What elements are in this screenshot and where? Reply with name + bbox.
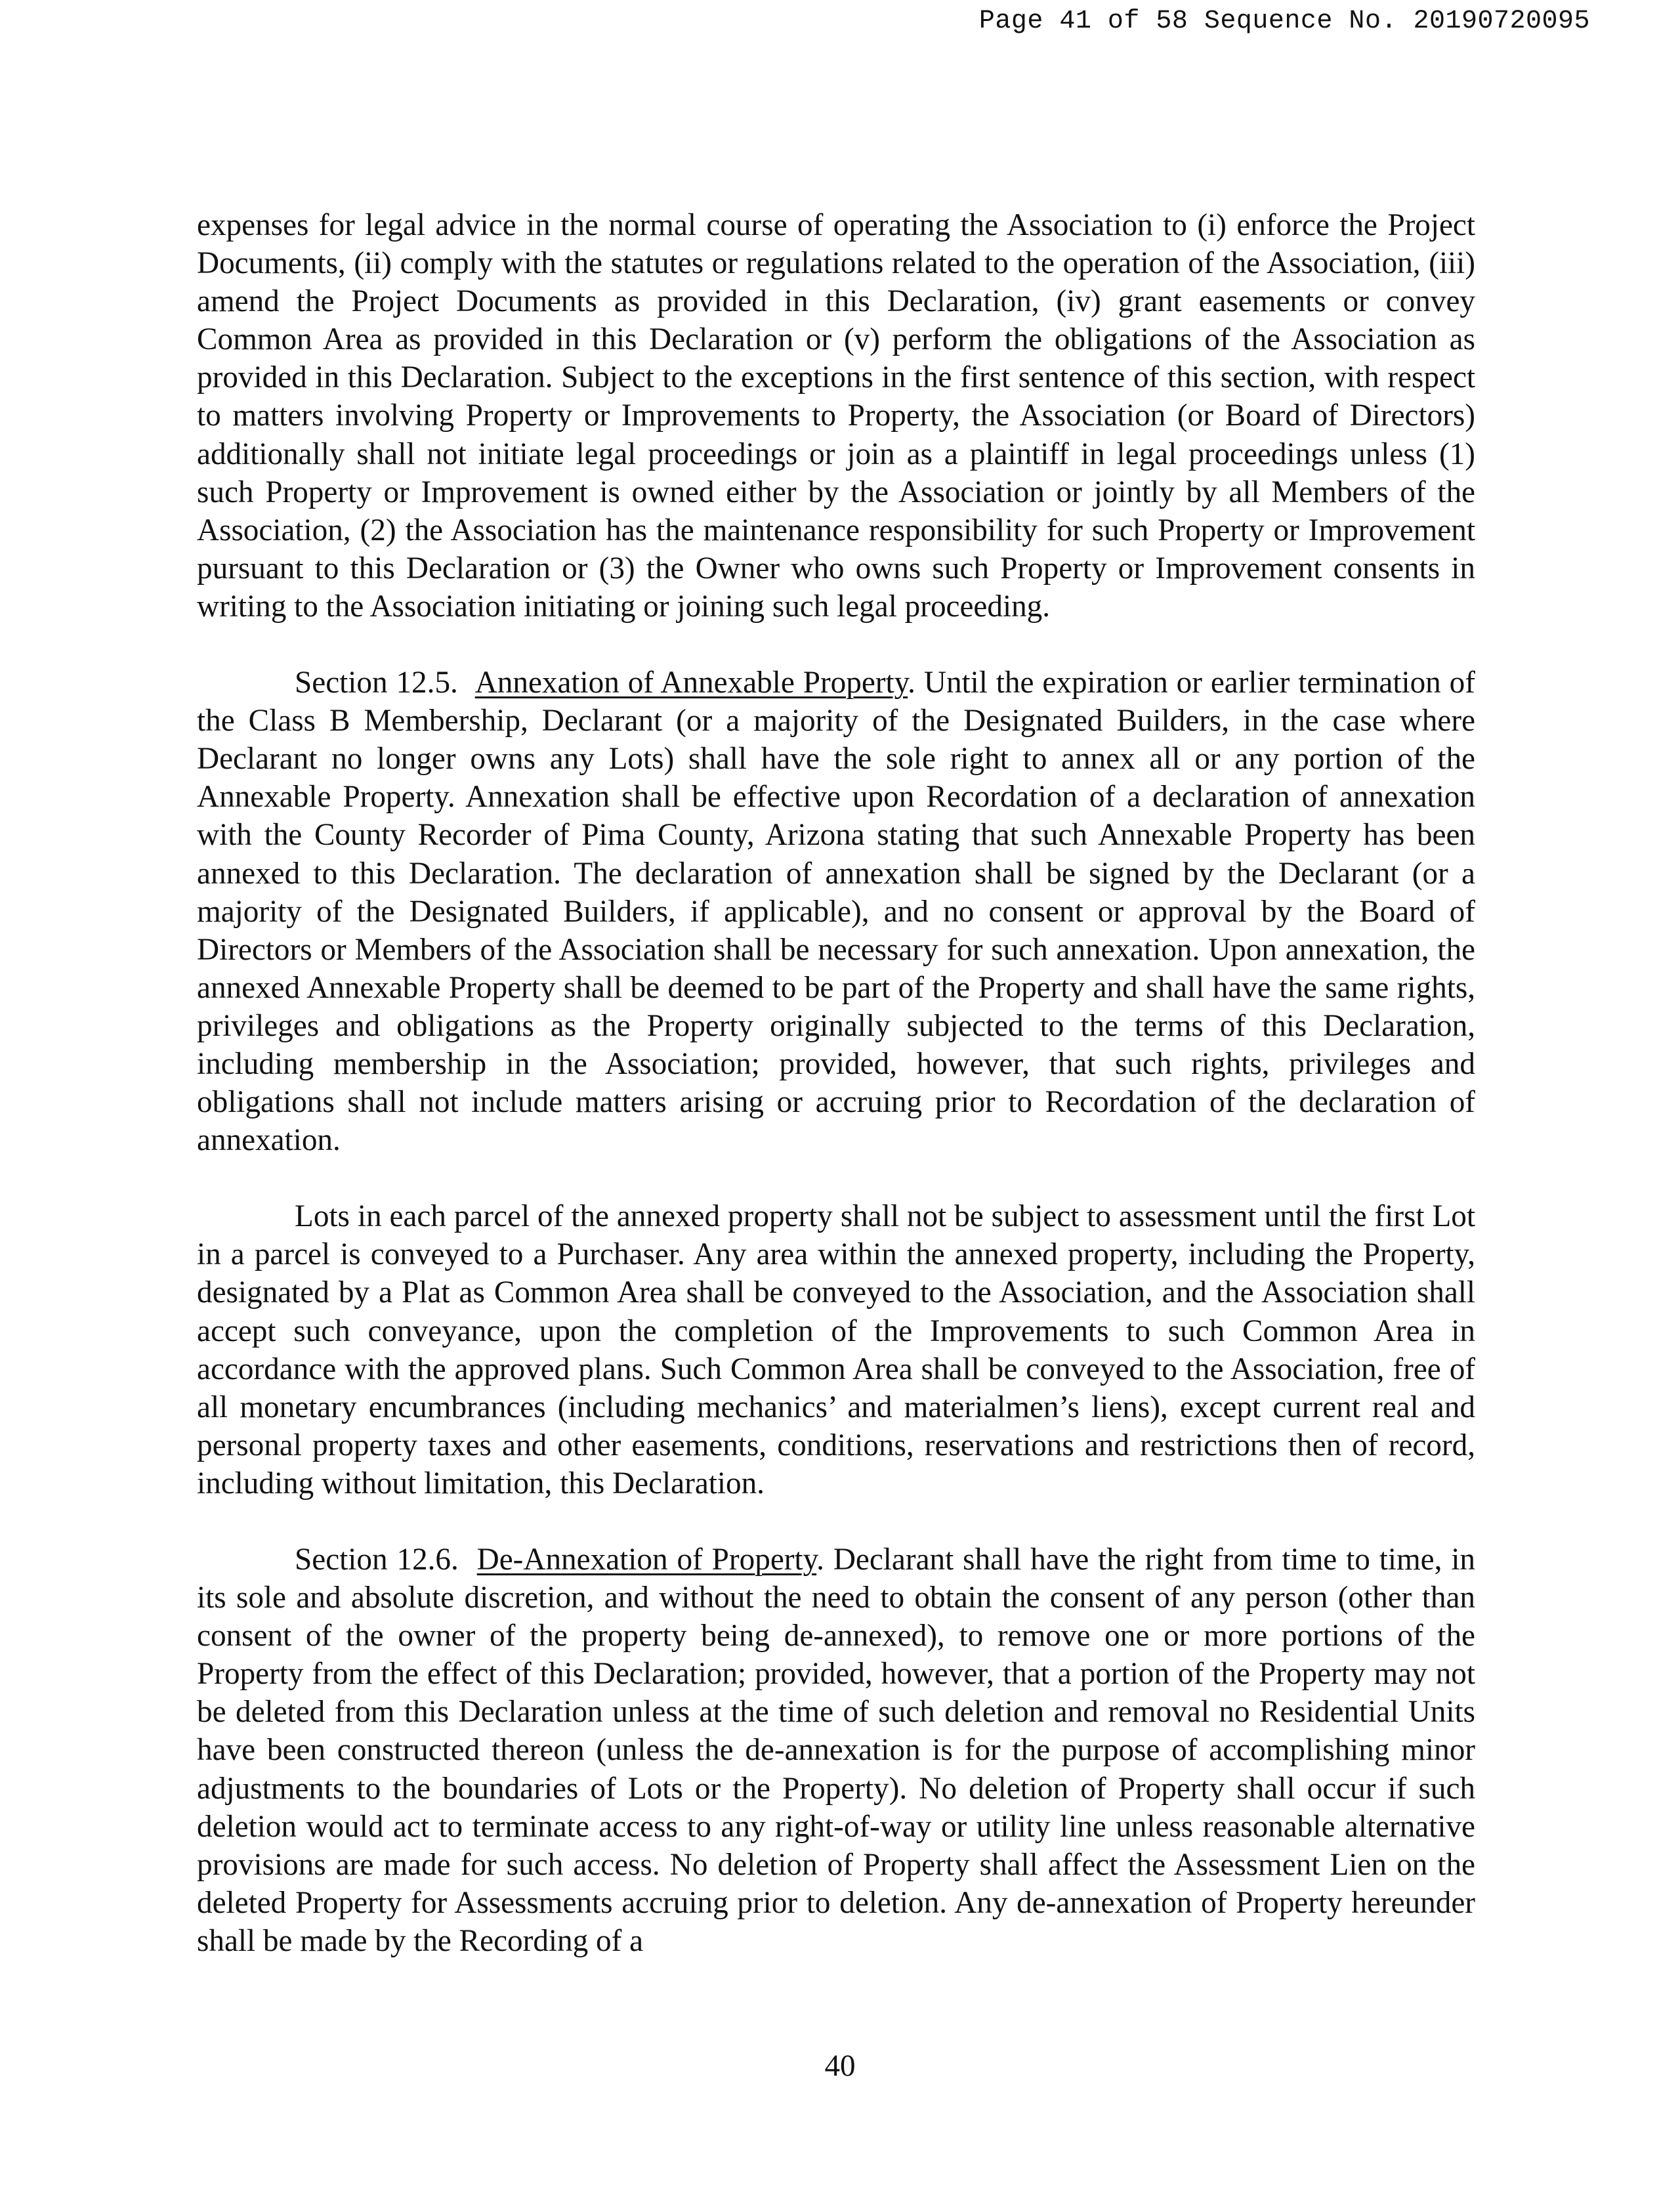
section-12-5-number: Section 12.5. — [295, 666, 458, 700]
paragraph-continued: expenses for legal advice in the normal course of operating the Association to (i) enforce the Project Documents, (ii) comply with the statutes or regulations related to the operation of the Association, (iii) amend the Project Documents as provided in this Declaration, (iv) grant easements or convey Common Area as provided in this Declaration or (v) perform the obligations of the Association as provided in this Declaration. Subject to the exceptions in the first sentence of this section, with respect to matters involving Property or Improvements to Property, the Association (or Board of Directors) additionally shall not initiate legal proceedings or join as a plaintiff in legal proceedings unless (1) such Property or Improvement is owned either by the Association or jointly by all Members of the Association, (2) the Association has the maintenance responsibility for such Property or Improvement pursuant to this Declaration or (3) the Owner who owns such Property or Improvement consents in writing to the Association initiating or joining such legal proceeding. — [197, 208, 1475, 624]
document-body — [197, 206, 1475, 1960]
section-12-6-text: . Declarant shall have the right from time to time, in its sole and absolute discretion, and without the need to obtain the consent of any person (other than consent of the owner of the property being de-annexed), to remove one or more portions of the Property from the effect of this Declaration; provided, however, that a portion of the Property may not be deleted from this Declaration unless at the time of such deletion and removal no Residential Units have been constructed thereon (unless the de-annexation is for the purpose of accomplishing minor adjustments to the boundaries of Lots or the Property). No deletion of Property shall occur if such deletion would act to terminate access to any right-of-way or utility line unless reasonable alternative provisions are made for such access. No deletion of Property shall affect the Assessment Lien on the deleted Property for Assessments accruing prior to deletion. Any de-annexation of Property hereunder shall be made by the Recording of a — [197, 1543, 1476, 1958]
section-12-5 — [197, 664, 1475, 1159]
recording-header: Page 41 of 58 Sequence No. 20190720095 — [978, 7, 1590, 36]
page-number: 40 — [824, 2049, 856, 2083]
section-12-6-heading: De-Annexation of Property — [476, 1543, 817, 1577]
section-12-5-heading: Annexation of Annexable Property — [474, 666, 908, 700]
annexed-lots-paragraph: Lots in each parcel of the annexed property shall not be subject to assessment until the first Lot in a parcel is conveyed to a Purchaser. Any area within the annexed property, including the Property, designated by a Plat as Common Area shall be conveyed to the Association, and the Association shall accept such conveyance, upon the completion of the Improvements to such Common Area in accordance with the approved plans. Such Common Area shall be conveyed to the Association, free of all monetary encumbrances (including mechanics’ and materialmen’s liens), except current real and personal property taxes and other easements, conditions, reservations and restrictions then of record, including without limitation, this Declaration. — [197, 1199, 1475, 1501]
section-12-5-text: . Until the expiration or earlier termination of the Class B Membership, Declarant (or a majority of the Designated Builders, in the case where Declarant no longer owns any Lots) shall have the sole right to annex all or any portion of the Annexable Property. Annexation shall be effective upon Recordation of a declaration of annexation with the County Recorder of Pima County, Arizona stating that such Annexable Property has been annexed to this Declaration. The declaration of annexation shall be signed by the Declarant (or a majority of the Designated Builders, if applicable), and no consent or approval by the Board of Directors or Members of the Association shall be necessary for such annexation. Upon annexation, the annexed Annexable Property shall be deemed to be part of the Property and shall have the same rights, privileges and obligations as the Property originally subjected to the terms of this Declaration, including membership in the Association; provided, however, that such rights, privileges and obligations shall not include matters arising or accruing prior to Recordation of the declaration of annexation. — [197, 666, 1475, 1158]
section-12-6 — [197, 1541, 1475, 1960]
section-12-6-number: Section 12.6. — [295, 1543, 459, 1577]
